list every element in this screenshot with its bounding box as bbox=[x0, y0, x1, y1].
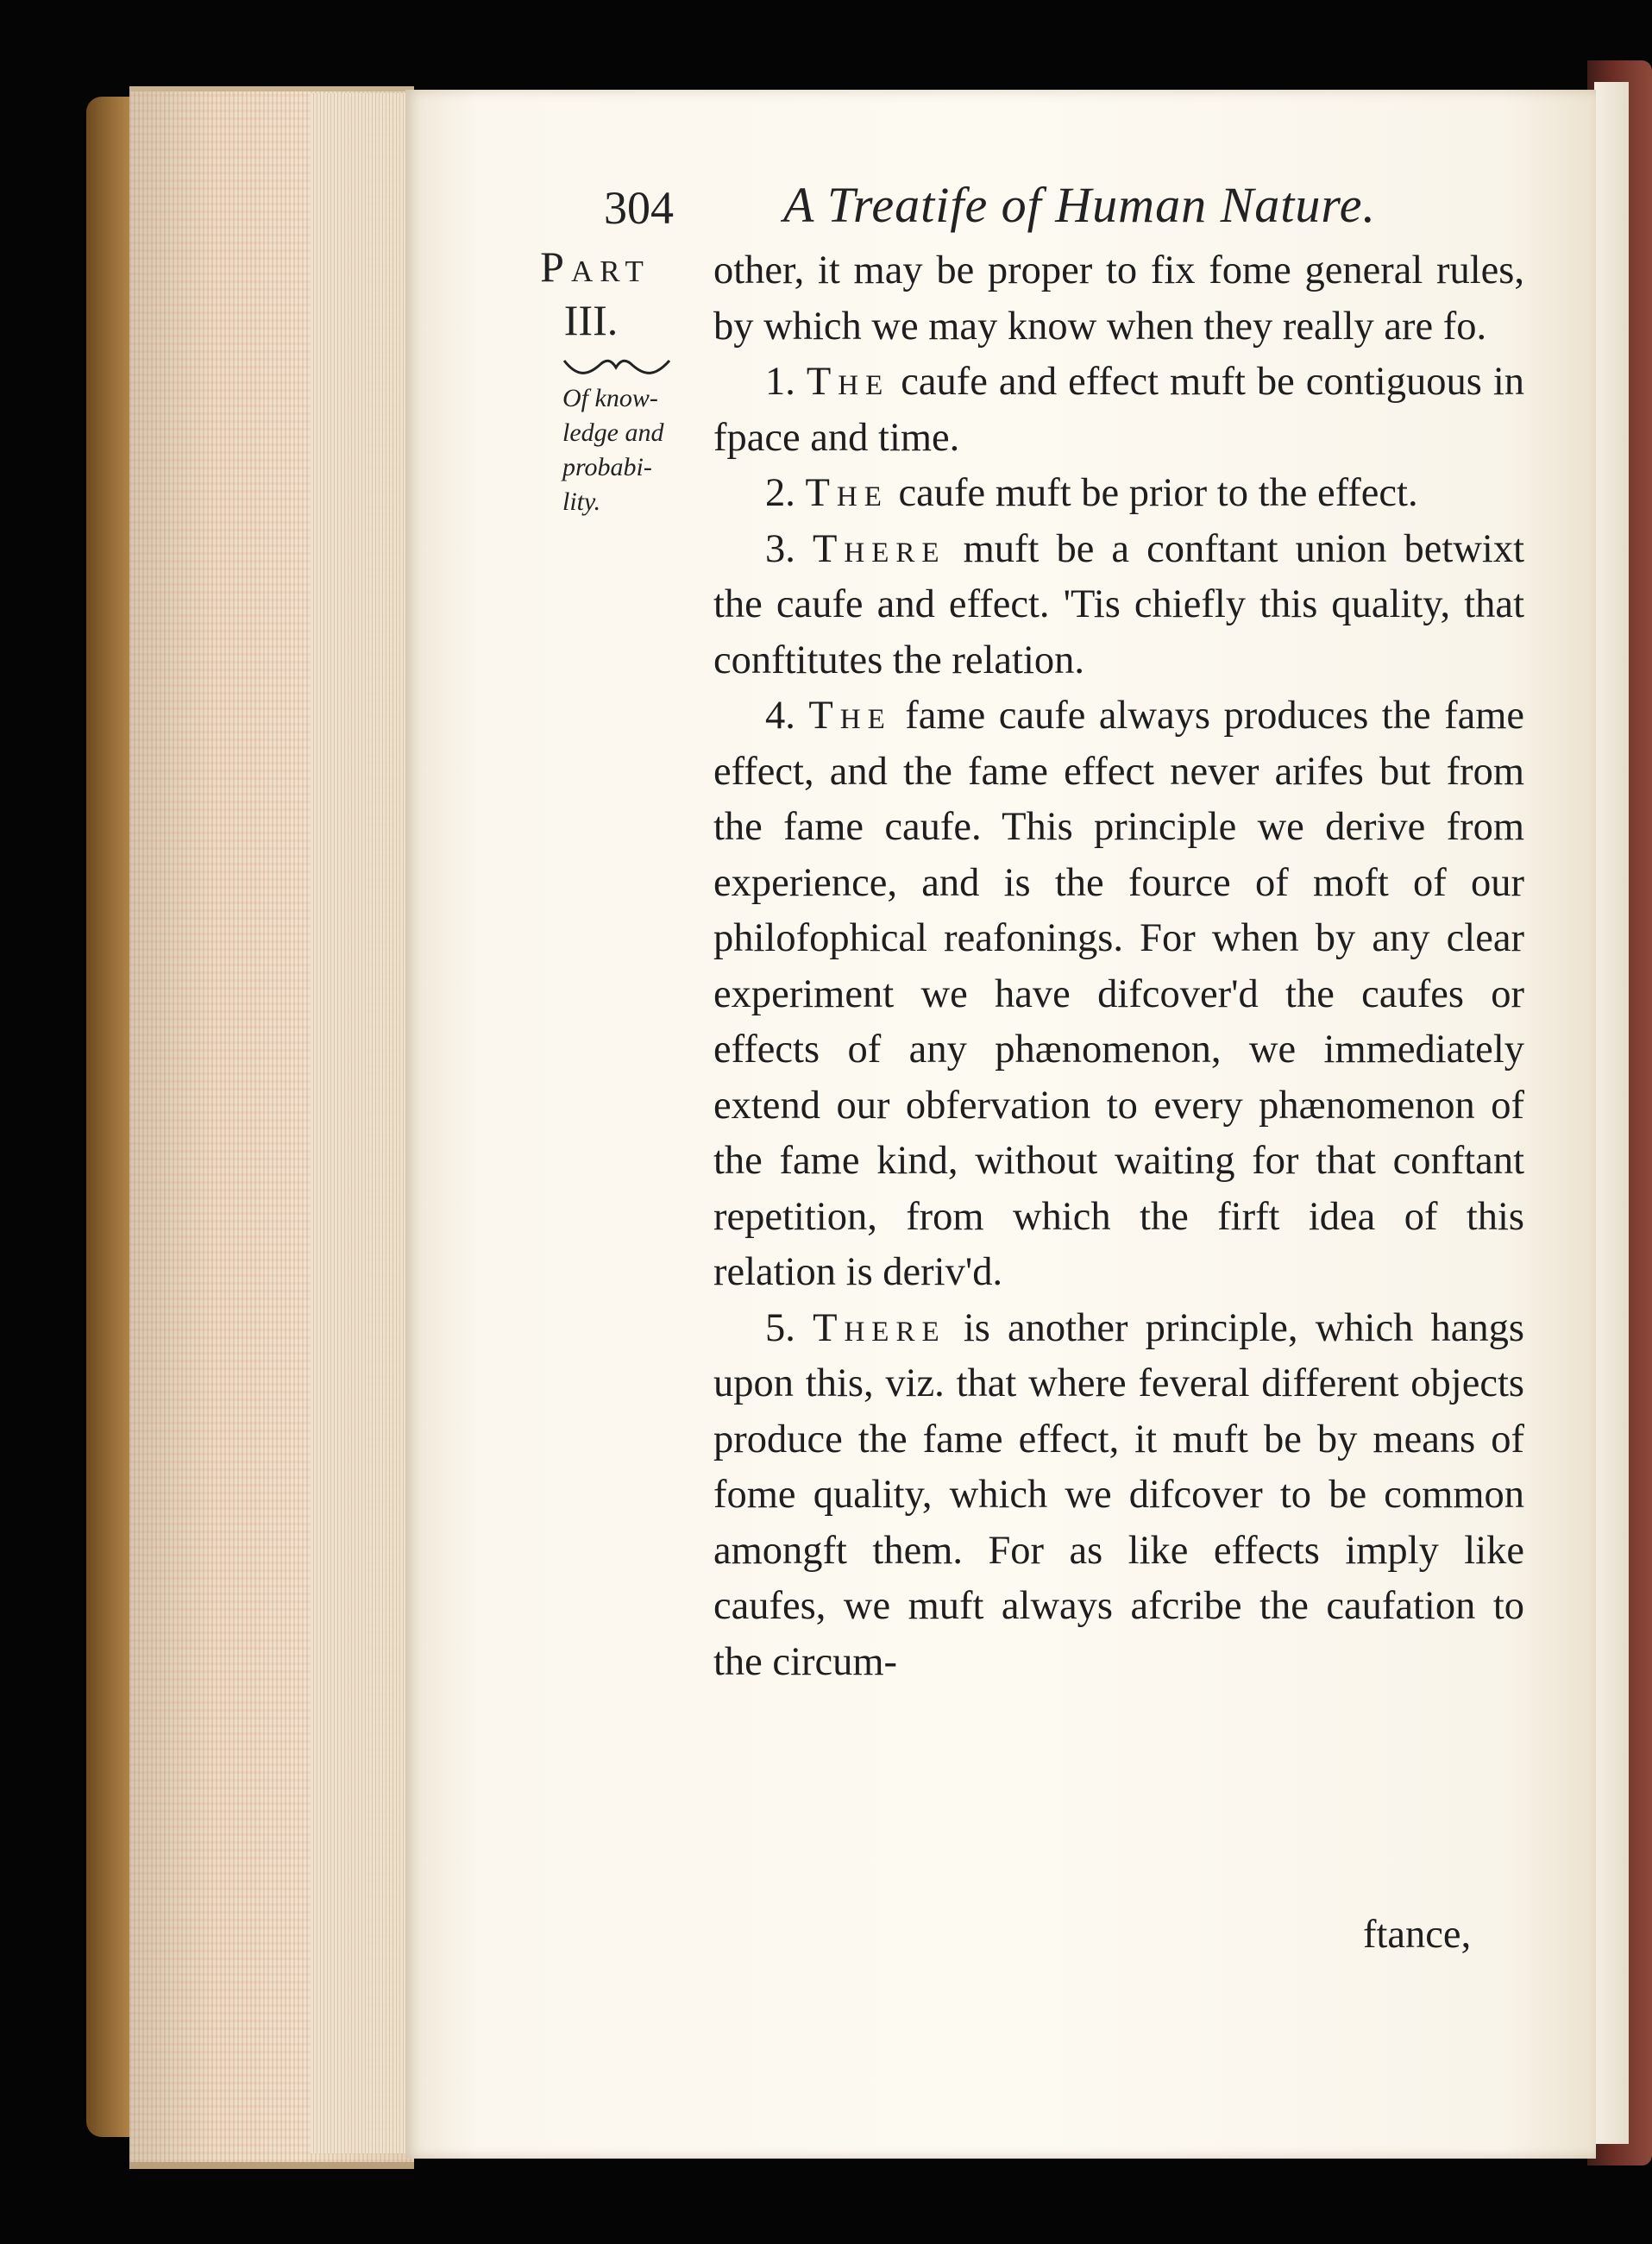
running-head: A Treatife of Human Nature. bbox=[783, 177, 1377, 233]
paragraph-text: caufe muft be prior to the effect. bbox=[898, 471, 1418, 515]
stacked-pages bbox=[311, 93, 405, 2153]
paragraph-rule-5 bbox=[713, 1301, 1524, 1691]
paragraph-rule-1 bbox=[713, 355, 1524, 466]
page-number: 304 bbox=[604, 182, 674, 234]
margin-note-line: ledge and bbox=[562, 418, 664, 447]
rule-lead-word: The bbox=[808, 694, 892, 738]
margin-part-numeral: III. bbox=[563, 296, 619, 344]
brace-ornament-icon bbox=[561, 354, 673, 380]
part-label: Part bbox=[540, 242, 650, 291]
rule-number: 5. bbox=[765, 1305, 795, 1350]
margin-note-line: probabi- bbox=[562, 453, 652, 481]
paragraph-text: muft be a conftant union betwixt the caufe and effect. 'Tis chiefly this quality, that conftitutes the relation. bbox=[713, 526, 1525, 682]
paragraph-text: is another principle, which hangs upon this, viz. that where feveral different objects produce the fame effect, it muft be by means of fome quality, which we difcover to be common amongft them. For as like effects imply like caufes, we muft always afcribe the caufation to the circum- bbox=[713, 1305, 1525, 1684]
rule-lead-word: The bbox=[805, 471, 889, 515]
margin-note bbox=[562, 381, 670, 519]
rule-number: 3. bbox=[765, 526, 795, 571]
paragraph-rule-3 bbox=[713, 522, 1524, 689]
paragraph-text: caufe and effect muft be contiguous in fpace and time. bbox=[713, 360, 1524, 460]
margin-part-label bbox=[518, 243, 673, 291]
rule-lead-word: There bbox=[813, 1305, 946, 1350]
rule-number: 1. bbox=[765, 360, 795, 404]
rule-number: 2. bbox=[765, 471, 795, 515]
rule-lead-word: The bbox=[806, 360, 890, 404]
paragraph-rule-2 bbox=[713, 466, 1524, 522]
margin-note-line: lity. bbox=[562, 487, 601, 516]
paragraph-text: fame caufe always produces the fame effect, and the fame effect never arifes but from the fame caufe. This principle we derive from experience, and is the fource of moft of our philofophical reafonings. For when by any clear experiment we have difcover'd the caufes or effects of any phænomenon, we immediately extend our obfervation to every phænomenon of the fame kind, without waiting for that conftant repetition, from which the firft idea of this relation is deriv'd. bbox=[713, 694, 1525, 1294]
rule-number: 4. bbox=[765, 694, 795, 738]
facing-page-edge bbox=[1594, 82, 1629, 2144]
rule-lead-word: There bbox=[812, 526, 946, 571]
margin-note-line: Of know- bbox=[562, 384, 658, 412]
catchword: ftance, bbox=[1363, 1913, 1472, 1957]
book-page bbox=[405, 90, 1596, 2159]
paragraph-text: other, it may be proper to fix fome general rules, by which we may know when they really are fo. bbox=[713, 248, 1524, 349]
body-text bbox=[713, 243, 1524, 1690]
paragraph-intro bbox=[713, 243, 1524, 355]
paragraph-rule-4 bbox=[713, 688, 1524, 1301]
